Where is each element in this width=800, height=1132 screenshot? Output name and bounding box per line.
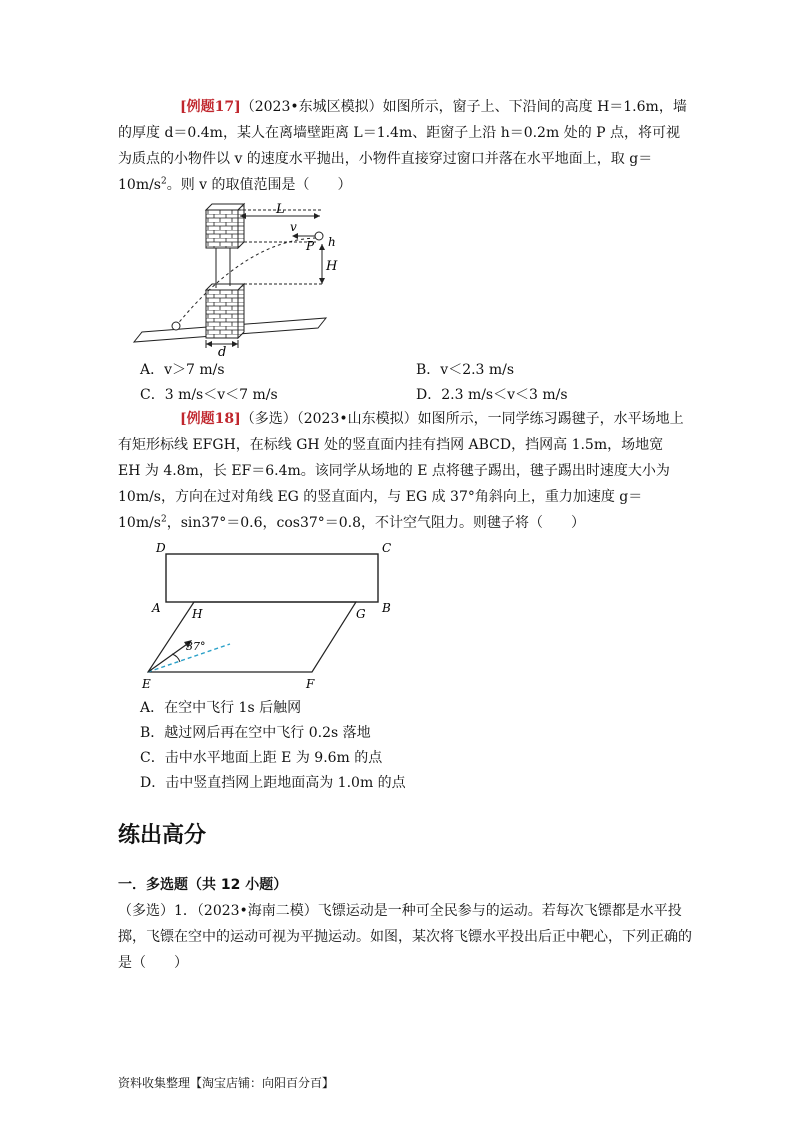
example18-text-end: ，sin37°＝0.6，cos37°＝0.8，不计空气阻力。则毽子将（ ） (166, 515, 586, 531)
example17-text: （2023•东城区模拟）如图所示，窗子上、下沿间的高度 H＝1.6m，墙的厚度 d＝0.4m，某人在离墙壁距离 L＝1.4m、距窗子上沿 h＝0.2m 处的 P 点，将可视为质点的小物件以 v 的速度水平抛出，小物件直接穿过窗口并落在水平地面上，取 g＝10m/s (118, 99, 687, 193)
object-P (315, 232, 323, 240)
label-E: E (142, 677, 151, 691)
section-title: 练出高分 (118, 823, 207, 848)
example18-tag: [例题18] (180, 411, 241, 427)
label-A: A (152, 601, 161, 615)
label-B: B (382, 601, 391, 615)
label-C: C (382, 541, 392, 555)
example17-figure (136, 198, 336, 358)
example18-option-c: C．击中水平地面上距 E 为 9.6m 的点 (140, 750, 383, 766)
field-EFGH (148, 602, 356, 672)
label-angle: 37° (186, 640, 206, 653)
example17-option-a: A．v＞7 m/s (140, 362, 225, 378)
lower-wall-side (238, 284, 244, 338)
example18-option-b: B．越过网后再在空中飞行 0.2s 落地 (140, 725, 371, 741)
example18-text: （多选）（2023•山东模拟）如图所示，一同学练习踢毽子，水平场地上有矩形标线 EFGH，在标线 GH 处的竖直面内挂有挡网 ABCD，挡网高 1.5m，场地宽 EH 为 4.8m，长 EF＝6.4m。该同学从场地的 E 点将毽子踢出，毽子踢出时速度大小为 10m/s，方向在过对角线 EG 的竖直面内，与 EG 成 37°角斜向上，重力加速度 g＝10m/s (118, 411, 684, 531)
upper-wall-side (238, 204, 244, 248)
label-H: H (192, 607, 203, 621)
label-h: h (328, 235, 336, 249)
net-ABCD (166, 554, 378, 602)
landing-point (172, 322, 180, 330)
example18-figure (136, 538, 406, 690)
example18-option-a: A．在空中飞行 1s 后触网 (140, 700, 302, 716)
example17-option-c: C．3 m/s＜v＜7 m/s (140, 387, 278, 403)
label-F: F (306, 677, 315, 691)
example18-option-d: D．击中竖直挡网上距地面高为 1.0m 的点 (140, 775, 406, 791)
trajectory-path (176, 238, 316, 326)
label-P: P (306, 239, 315, 253)
example18-question (118, 406, 688, 536)
example17-tag: [例题17] (180, 99, 241, 115)
velocity-arrow (148, 642, 190, 672)
label-H: H (326, 259, 338, 274)
label-D: D (156, 541, 166, 555)
example17-text-end: 。则 v 的取值范围是（ ） (166, 177, 352, 193)
upper-wall-front (206, 210, 238, 248)
label-v: v (290, 220, 297, 234)
example17-option-b: B．v＜2.3 m/s (416, 362, 515, 378)
question-1: （多选）1．（2023•海南二模）飞镖运动是一种可全民参与的运动。若每次飞镖都是水平投掷，飞镖在空中的运动可视为平抛运动。如图，某次将飞镖水平投出后正中靶心，下列正确的是（ ） (118, 903, 692, 971)
example17-option-d: D．2.3 m/s＜v＜3 m/s (416, 387, 568, 403)
subsection-title: 一．多选题（共 12 小题） (118, 877, 288, 893)
label-d: d (218, 345, 227, 360)
label-L: L (276, 202, 285, 217)
example17-question (118, 94, 688, 198)
label-G: G (356, 607, 366, 621)
lower-wall-front (206, 290, 238, 338)
example18-superscript: 2 (161, 514, 167, 525)
footer-note: 资料收集整理【淘宝店铺：向阳百分百】 (118, 1076, 335, 1090)
example17-superscript: 2 (161, 176, 167, 187)
